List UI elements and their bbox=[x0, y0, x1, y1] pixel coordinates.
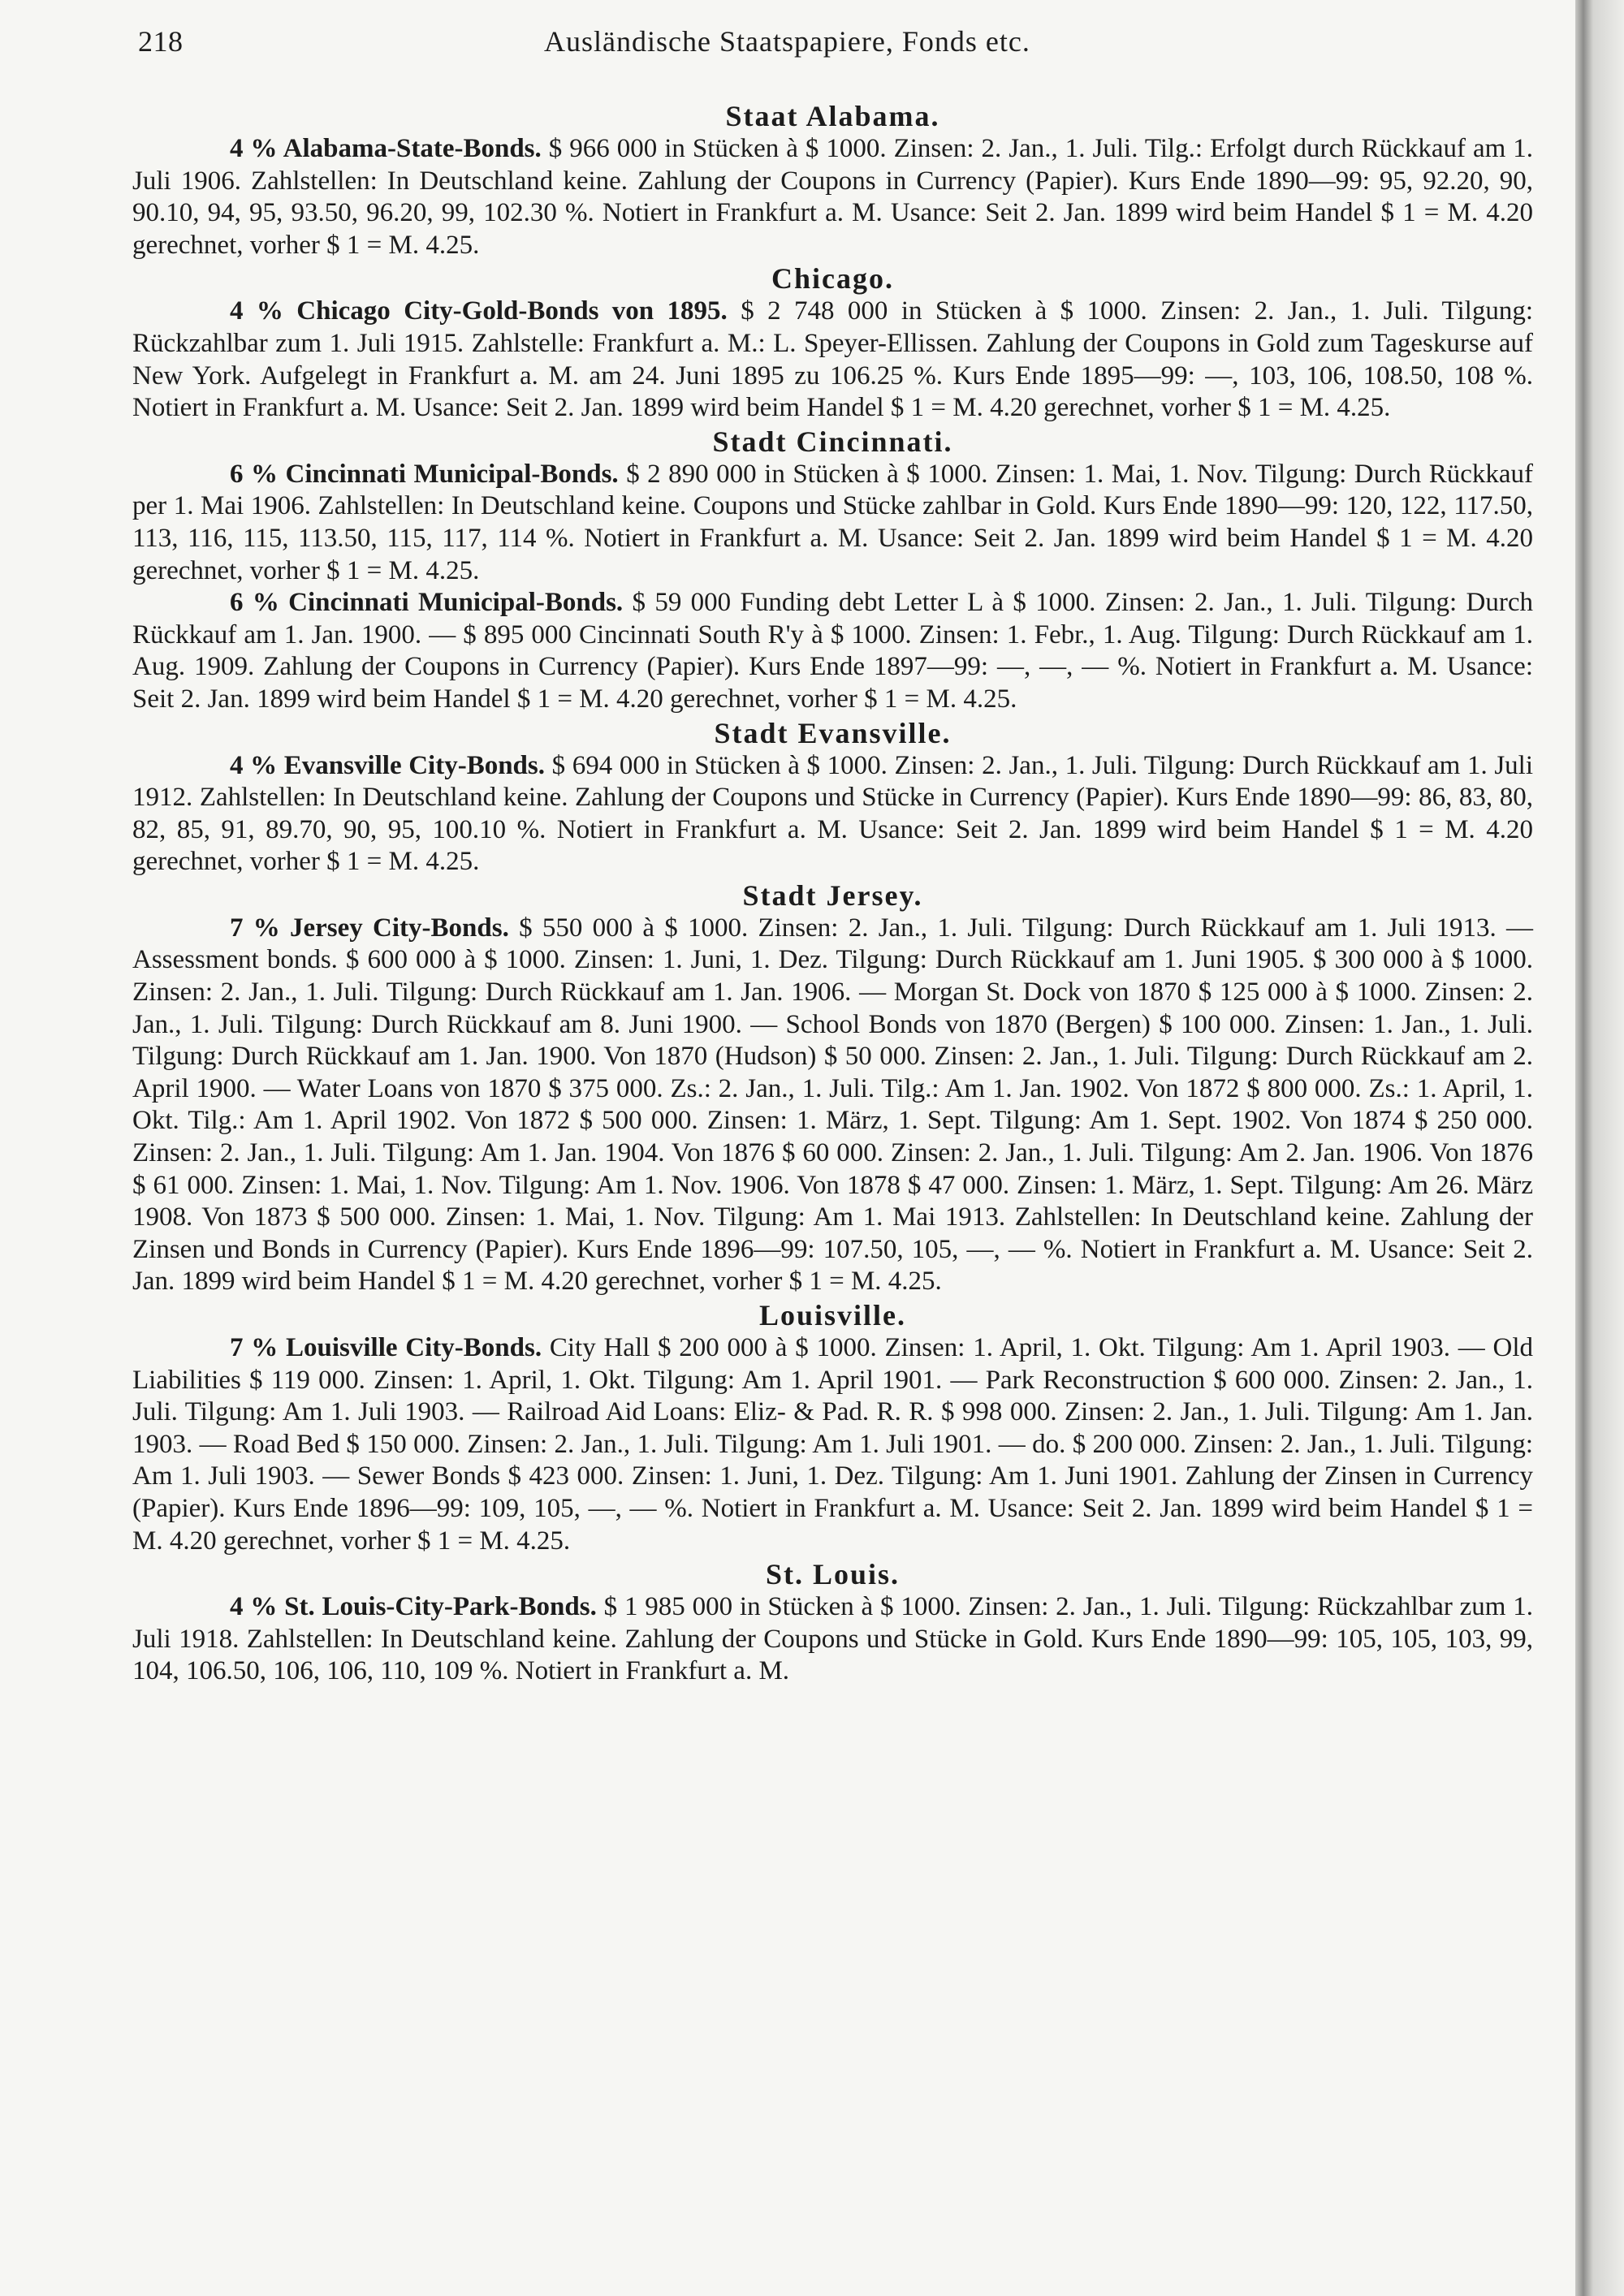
page-header bbox=[138, 24, 1535, 65]
bond-name: 4 % St. Louis-City-Park-Bonds. bbox=[230, 1592, 597, 1622]
bond-entry bbox=[132, 296, 1533, 424]
bond-details: $ 966 000 in Stücken à $ 1000. Zinsen: 2. Jan., 1. Juli. Tilg.: Erfolgt durch Rückkauf am 1. Juli 1906. Zahlstellen: In Deutschland keine. Zahlung der Coupons in Currency (Papier). Kurs Ende 1890—99: 95, 92.20, 90, 90.10, 94, 95, 93.50, 96.20, 99, 102.30 %. Notiert in Frankfurt a. M. Usance: Seit 2. Jan. 1899 wird beim Handel $ 1 = M. 4.20 gerechnet, vorher $ 1 = M. 4.25. bbox=[132, 134, 1534, 260]
section-evansville bbox=[132, 716, 1533, 878]
section-title: Stadt Evansville. bbox=[714, 716, 952, 749]
bond-details: $ 59 000 Funding debt Letter L à $ 1000. Zinsen: 2. Jan., 1. Juli. Tilgung: Durch Rückkauf am 1. Jan. 1900. — $ 895 000 Cincinnati South R'y à $ 1000. Zinsen: 1. Febr., 1. Aug. Tilgung: Durch Rückkauf am 1. Aug. 1909. Zahlung der Coupons in Currency (Papier). Kurs Ende 1897—99: —, —, — %. Notiert in Frankfurt a. M. Usance: Seit 2. Jan. 1899 wird beim Handel $ 1 = M. 4.20 gerechnet, vorher $ 1 = M. 4.25. bbox=[132, 588, 1533, 714]
bond-details: $ 1 985 000 in Stücken à $ 1000. Zinsen: 2. Jan., 1. Juli. Tilgung: Rückzahlbar zum 1. Juli 1918. Zahlstellen: In Deutschland keine. Zahlung der Coupons und Stücke in Gold. Kurs Ende 1890—99: 105, 105, 103, 99, 104, 106.50, 106, 106, 110, 109 %. Notiert in Frankfurt a. M. bbox=[132, 1592, 1534, 1686]
section-title: Stadt Cincinnati. bbox=[712, 425, 953, 458]
bond-name: 7 % Louisville City-Bonds. bbox=[230, 1333, 542, 1362]
section-title: Staat Alabama. bbox=[725, 100, 940, 132]
bond-name: 4 % Chicago City-Gold-Bonds von 1895. bbox=[230, 296, 728, 326]
bond-entry bbox=[132, 133, 1533, 261]
section-st-louis bbox=[132, 1557, 1533, 1688]
bond-details: $ 550 000 à $ 1000. Zinsen: 2. Jan., 1. Juli. Tilgung: Durch Rückkauf am 1. Juli 1913. — Assessment bonds. $ 600 000 à $ 1000. Zinsen: 1. Juni, 1. Dez. Tilgung: Durch Rückkauf am 1. Juni 1905. $ 300 000 à $ 1000. Zinsen: 2. Jan., 1. Juli. Tilgung: Durch Rückkauf am 1. Jan. 1906. — Morgan St. Dock von 1870 $ 125 000 à $ 1000. Zinsen: 2. Jan., 1. Juli. Tilgung: Durch Rückkauf am 8. Juni 1900. — School Bonds von 1870 (Bergen) $ 100 000. Zinsen: 1. Jan., 1. Juli. Tilgung: Durch Rückkauf am 1. Jan. 1900. Von 1870 (Hudson) $ 50 000. Zinsen: 2. Jan., 1. Juli. Tilgung: Durch Rückkauf am 2. April 1900. — Water Loans von 1870 $ 375 000. Zs.: 2. Jan., 1. Juli. Tilg.: Am 1. Jan. 1902. Von 1872 $ 800 000. Zs.: 1. April, 1. Okt. Tilg.: Am 1. April 1902. Von 1872 $ 500 000. Zinsen: 1. März, 1. Sept. Tilgung: Am 1. Sept. 1902. Von 1874 $ 250 000. Zinsen: 2. Jan., 1. Juli. Tilgung: Am 1. Jan. 1904. Von 1876 $ 60 000. Zinsen: 2. Jan., 1. Juli. Tilgung: Am 2. Jan. 1906. Von 1876 $ 61 000. Zinsen: 1. Mai, 1. Nov. Tilgung: Am 1. Nov. 1906. Von 1878 $ 47 000. Zinsen: 1. März, 1. Sept. Tilgung: Am 26. März 1908. Von 1873 $ 500 000. Zinsen: 1. Mai, 1. Nov. Tilgung: Am 1. Mai 1913. Zahlstellen: In Deutschland keine. Zahlung der Zinsen und Bonds in Currency (Papier). Kurs Ende 1896—99: 107.50, 105, —, — %. Notiert in Frankfurt a. M. Usance: Seit 2. Jan. 1899 wird beim Handel $ 1 = M. 4.20 gerechnet, vorher $ 1 = M. 4.25. bbox=[132, 913, 1534, 1297]
bond-details: $ 2 890 000 in Stücken à $ 1000. Zinsen: 1. Mai, 1. Nov. Tilgung: Durch Rückkauf per 1. Mai 1906. Zahlstellen: In Deutschland keine. Coupons und Stücke zahlbar in Gold. Kurs Ende 1890—99: 120, 122, 117.50, 113, 116, 115, 113.50, 115, 117, 114 %. Notiert in Frankfurt a. M. Usance: Seit 2. Jan. 1899 wird beim Handel $ 1 = M. 4.20 gerechnet, vorher $ 1 = M. 4.25. bbox=[132, 459, 1533, 585]
page-binding-edge bbox=[1575, 0, 1624, 2296]
page-number: 218 bbox=[138, 25, 184, 58]
running-title: Ausländische Staatspapiere, Fonds etc. bbox=[544, 25, 1030, 58]
bond-entry bbox=[132, 750, 1533, 878]
bond-entry bbox=[132, 913, 1533, 1298]
bond-entry bbox=[132, 459, 1533, 587]
section-cincinnati bbox=[132, 425, 1533, 716]
bond-name: 7 % Jersey City-Bonds. bbox=[230, 913, 509, 943]
section-chicago bbox=[132, 261, 1533, 424]
bond-entry bbox=[132, 1332, 1533, 1557]
bond-details: City Hall $ 200 000 à $ 1000. Zinsen: 1. April, 1. Okt. Tilgung: Am 1. April 1903. — Old Liabilities $ 119 000. Zinsen: 1. April, 1. Okt. Tilgung: Am 1. April 1901. — Park Reconstruction $ 600 000. Zinsen: 2. Jan., 1. Juli. Tilgung: Am 1. Juli 1903. — Railroad Aid Loans: Eliz- & Pad. R. R. $ 998 000. Zinsen: 2. Jan., 1. Juli. Tilgung: Am 1. Jan. 1903. — Road Bed $ 150 000. Zinsen: 2. Jan., 1. Juli. Tilgung: Am 1. Juli 1901. — do. $ 200 000. Zinsen: 2. Jan., 1. Juli. Tilgung: Am 1. Juli 1903. — Sewer Bonds $ 423 000. Zinsen: 1. Juni, 1. Dez. Tilgung: Am 1. Juni 1901. Zahlung der Zinsen in Currency (Papier). Kurs Ende 1896—99: 109, 105, —, — %. Notiert in Frankfurt a. M. Usance: Seit 2. Jan. 1899 wird beim Handel $ 1 = M. 4.20 gerechnet, vorher $ 1 = M. 4.25. bbox=[132, 1333, 1534, 1556]
section-louisville bbox=[132, 1298, 1533, 1557]
section-jersey bbox=[132, 878, 1533, 1298]
section-title: Louisville. bbox=[758, 1299, 907, 1331]
bond-entry bbox=[132, 587, 1533, 715]
bond-name: 6 % Cincinnati Municipal-Bonds. bbox=[230, 459, 619, 489]
bond-entry bbox=[132, 1591, 1533, 1688]
section-title: Stadt Jersey. bbox=[742, 878, 923, 912]
bond-details: $ 694 000 in Stücken à $ 1000. Zinsen: 2. Jan., 1. Juli. Tilgung: Durch Rückkauf am 1. Juli 1912. Zahlstellen: In Deutschland keine. Zahlung der Coupons und Stücke in Currency (Papier). Kurs Ende 1890—99: 86, 83, 80, 82, 85, 91, 89.70, 90, 95, 100.10 %. Notiert in Frankfurt a. M. Usance: Seit 2. Jan. 1899 wird beim Handel $ 1 = M. 4.20 gerechnet, vorher $ 1 = M. 4.25. bbox=[132, 750, 1533, 877]
bond-details: $ 2 748 000 in Stücken à $ 1000. Zinsen: 2. Jan., 1. Juli. Tilgung: Rückzahlbar zum 1. Juli 1915. Zahlstelle: Frankfurt a. M.: L. Speyer-Ellissen. Zahlung der Coupons in Gold zum Tageskurse auf New York. Aufgelegt in Frankfurt a. M. am 24. Juni 1895 zu 106.25 %. Kurs Ende 1895—99: —, 103, 106, 108.50, 108 %. Notiert in Frankfurt a. M. Usance: Seit 2. Jan. 1899 wird beim Handel $ 1 = M. 4.20 gerechnet, vorher $ 1 = M. 4.25. bbox=[132, 296, 1533, 423]
page-body bbox=[132, 99, 1533, 1688]
bond-name: 6 % Cincinnati Municipal-Bonds. bbox=[230, 588, 624, 618]
section-title: Chicago. bbox=[771, 262, 894, 296]
section-title: St. Louis. bbox=[765, 1558, 901, 1591]
section-alabama bbox=[132, 99, 1533, 261]
bond-name: 4 % Alabama-State-Bonds. bbox=[230, 134, 542, 163]
bond-name: 4 % Evansville City-Bonds. bbox=[230, 750, 546, 780]
